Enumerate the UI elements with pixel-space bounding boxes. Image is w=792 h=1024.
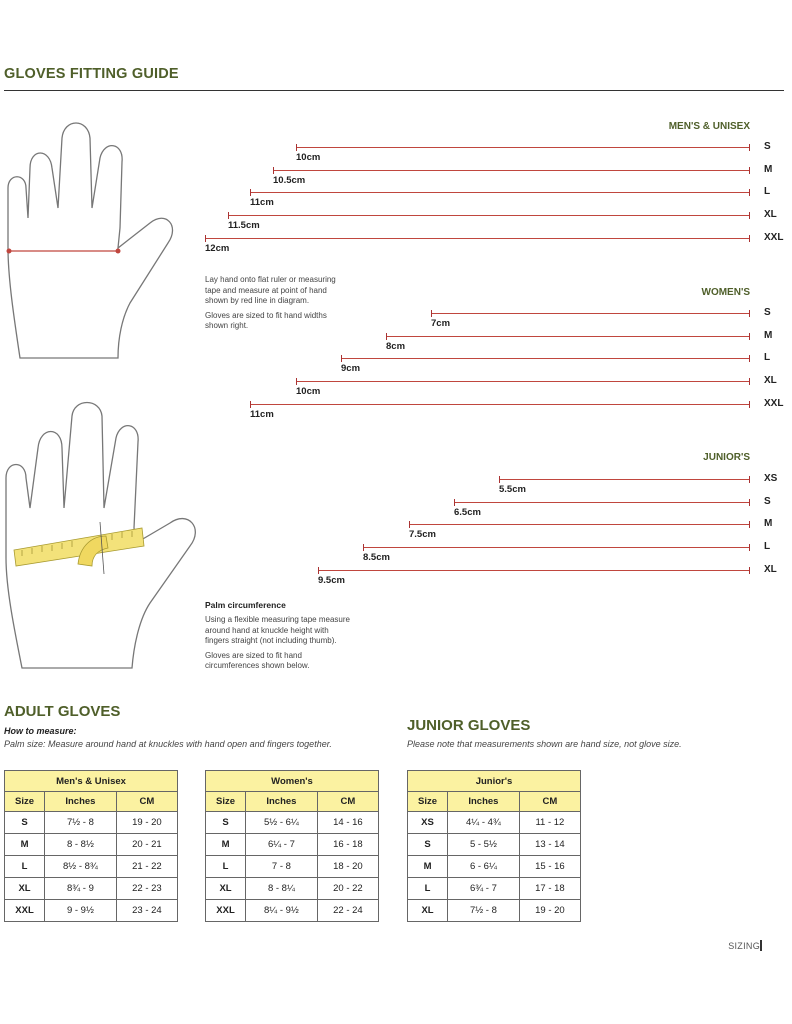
- ruler-line: [363, 547, 749, 548]
- ruler-size-label: XXL: [764, 231, 784, 243]
- inches-cell: 7 - 8: [246, 856, 318, 878]
- ruler-line: [409, 524, 749, 525]
- measure-point-left-icon: [7, 249, 12, 254]
- note-line: circumferences shown below.: [205, 661, 310, 670]
- table-row: [5, 834, 178, 856]
- table-title: Women's: [206, 771, 379, 792]
- title-divider: [4, 90, 784, 91]
- col-size-header: Size: [408, 792, 448, 812]
- col-cm-header: CM: [317, 792, 378, 812]
- cm-cell: 19 - 20: [519, 900, 580, 922]
- size-cell: M: [206, 834, 246, 856]
- ruler-cm-label: 11cm: [250, 197, 274, 209]
- junior-measure-note: Please note that measurements shown are hand size, not glove size.: [407, 739, 682, 749]
- ruler-line: [454, 502, 749, 503]
- hand-circumference-diagram: [0, 398, 210, 678]
- ruler-tick: [296, 378, 297, 385]
- hand-width-note: [205, 275, 375, 332]
- size-cell: S: [408, 834, 448, 856]
- inches-cell: 9 - 9½: [45, 900, 117, 922]
- size-cell: XXL: [5, 900, 45, 922]
- table-row: [408, 878, 581, 900]
- ruler-tick: [749, 144, 750, 151]
- ruler-tick: [341, 355, 342, 362]
- ruler-tick: [749, 189, 750, 196]
- ruler-line: [341, 358, 749, 359]
- ruler-tick: [749, 355, 750, 362]
- ruler-tick: [749, 567, 750, 574]
- table-row: [206, 900, 379, 922]
- ruler-size-label: XXL: [764, 397, 784, 409]
- ruler-tick: [454, 499, 455, 506]
- cm-cell: 22 - 24: [317, 900, 378, 922]
- table-row: [5, 900, 178, 922]
- col-inches-header: Inches: [448, 792, 520, 812]
- note-line: Gloves are sized to fit hand: [205, 650, 302, 660]
- ruler-tick: [749, 521, 750, 528]
- col-inches-header: Inches: [45, 792, 117, 812]
- table-row: [5, 856, 178, 878]
- ruler-tick: [273, 167, 274, 174]
- table-title: Men's & Unisex: [5, 771, 178, 792]
- size-cell: M: [408, 856, 448, 878]
- note-line: Lay hand onto flat ruler or measuring: [205, 275, 336, 284]
- ruler-size-label: XL: [764, 209, 777, 221]
- table-row: [206, 856, 379, 878]
- cm-cell: 18 - 20: [317, 856, 378, 878]
- ruler-cm-label: 5.5cm: [499, 484, 526, 495]
- size-cell: L: [408, 878, 448, 900]
- ruler-tick: [749, 167, 750, 174]
- ruler-cm-label: 8cm: [386, 340, 406, 352]
- ruler-cm-label: 7cm: [431, 318, 451, 329]
- ruler-cm-label: 12cm: [205, 242, 230, 254]
- inches-cell: 7½ - 8: [45, 812, 117, 834]
- cm-cell: 16 - 18: [317, 834, 378, 856]
- note-line: tape and measure at point of hand: [205, 285, 327, 295]
- ruler-cm-label: 7.5cm: [409, 529, 436, 541]
- table-row: [5, 812, 178, 834]
- ruler-cm-label: 11cm: [250, 408, 274, 420]
- inches-cell: 4¼ - 4¾: [448, 812, 520, 834]
- cm-cell: 13 - 14: [519, 834, 580, 856]
- ruler-line: [499, 479, 749, 480]
- ruler-cm-label: 11.5cm: [228, 220, 260, 232]
- size-cell: XL: [5, 878, 45, 900]
- page-title: GLOVES FITTING GUIDE: [4, 66, 179, 82]
- cm-cell: 11 - 12: [519, 812, 580, 834]
- palm-note: [205, 600, 385, 672]
- adult-measure-note: Palm size: Measure around hand at knuckles with hand open and fingers together.: [4, 739, 332, 749]
- ruler-cm-label: 10.5cm: [273, 174, 306, 186]
- table-row: [206, 834, 379, 856]
- ruler-tick: [749, 212, 750, 219]
- col-size-header: Size: [5, 792, 45, 812]
- mens-size-table: [4, 770, 178, 922]
- table-row: [408, 856, 581, 878]
- table-row: [206, 812, 379, 834]
- size-cell: S: [5, 812, 45, 834]
- ruler-size-label: M: [764, 329, 773, 341]
- size-cell: XXL: [206, 900, 246, 922]
- inches-cell: 5½ - 6¼: [246, 812, 318, 834]
- cm-cell: 14 - 16: [317, 812, 378, 834]
- measure-point-right-icon: [116, 249, 121, 254]
- col-cm-header: CM: [116, 792, 177, 812]
- ruler-line: [386, 336, 749, 337]
- ruler-cm-label: 8.5cm: [363, 552, 390, 564]
- cm-cell: 23 - 24: [116, 900, 177, 922]
- ruler-tick: [363, 544, 364, 551]
- ruler-size-label: S: [764, 495, 771, 507]
- ruler-tick: [228, 212, 229, 219]
- ruler-cm-label: 9cm: [341, 363, 361, 375]
- table-row: [408, 812, 581, 834]
- ruler-tick: [749, 333, 750, 340]
- ruler-size-label: S: [764, 307, 771, 318]
- womens-size-table: [205, 770, 379, 922]
- ruler-tick: [749, 476, 750, 483]
- table-title: Junior's: [408, 771, 581, 792]
- ruler-tick: [749, 378, 750, 385]
- col-inches-header: Inches: [246, 792, 318, 812]
- ruler-size-label: M: [764, 163, 773, 175]
- inches-cell: 8½ - 8¾: [45, 856, 117, 878]
- inches-cell: 8¼ - 9½: [246, 900, 318, 922]
- ruler-line: [296, 381, 749, 382]
- inches-cell: 6¼ - 7: [246, 834, 318, 856]
- footer-label: SIZING: [728, 941, 760, 951]
- inches-cell: 6¾ - 7: [448, 878, 520, 900]
- ruler-line: [273, 170, 749, 171]
- footer-bar: [760, 940, 762, 951]
- ruler-line: [296, 147, 749, 148]
- ruler-size-label: S: [764, 141, 771, 152]
- inches-cell: 6 - 6¼: [448, 856, 520, 878]
- ruler-tick: [205, 235, 206, 242]
- ruler-line: [431, 313, 749, 314]
- ruler-tick: [749, 544, 750, 551]
- ruler-tick: [386, 333, 387, 340]
- ruler-tick: [318, 567, 319, 574]
- inches-cell: 8 - 8½: [45, 834, 117, 856]
- ruler-size-label: L: [764, 541, 771, 553]
- table-row: [206, 878, 379, 900]
- cm-cell: 21 - 22: [116, 856, 177, 878]
- ruler-tick: [250, 189, 251, 196]
- ruler-tick: [499, 476, 500, 483]
- note-line: shown right.: [205, 321, 249, 330]
- ruler-size-label: M: [764, 518, 773, 530]
- cm-cell: 19 - 20: [116, 812, 177, 834]
- inches-cell: 8¾ - 9: [45, 878, 117, 900]
- table-row: [408, 900, 581, 922]
- cm-cell: 20 - 21: [116, 834, 177, 856]
- ruler-line: [318, 570, 749, 571]
- ruler-cm-label: 10cm: [296, 152, 321, 163]
- note-line: fingers straight (not including thumb).: [205, 636, 337, 645]
- inches-cell: 8 - 8¼: [246, 878, 318, 900]
- ruler-tick: [749, 499, 750, 506]
- cm-cell: 17 - 18: [519, 878, 580, 900]
- ruler-line: [228, 215, 749, 216]
- ruler-cm-label: 9.5cm: [318, 574, 345, 586]
- note-line: Using a flexible measuring tape measure: [205, 615, 350, 624]
- palm-note-heading: Palm circumference: [205, 600, 286, 610]
- mens-unisex-heading: MEN'S & UNISEX: [668, 121, 750, 132]
- how-to-measure-label: How to measure:: [4, 726, 77, 736]
- ruler-cm-label: 6.5cm: [454, 506, 481, 518]
- ruler-line: [205, 238, 749, 239]
- size-cell: M: [5, 834, 45, 856]
- col-size-header: Size: [206, 792, 246, 812]
- note-line: shown by red line in diagram.: [205, 296, 310, 305]
- col-cm-header: CM: [519, 792, 580, 812]
- inches-cell: 5 - 5½: [448, 834, 520, 856]
- hand-width-diagram: [0, 118, 200, 368]
- ruler-cm-label: 10cm: [296, 386, 321, 398]
- cm-cell: 20 - 22: [317, 878, 378, 900]
- ruler-tick: [749, 401, 750, 408]
- ruler-size-label: XS: [764, 473, 778, 484]
- ruler-line: [250, 404, 749, 405]
- ruler-size-label: L: [764, 352, 771, 364]
- adult-gloves-heading: ADULT GLOVES: [4, 703, 121, 720]
- junior-gloves-heading: JUNIOR GLOVES: [407, 717, 531, 734]
- ruler-tick: [431, 310, 432, 317]
- ruler-tick: [749, 235, 750, 242]
- note-line: around hand at knuckle height with: [205, 625, 329, 635]
- ruler-size-label: XL: [764, 375, 777, 387]
- size-cell: XS: [408, 812, 448, 834]
- size-cell: L: [206, 856, 246, 878]
- table-row: [5, 878, 178, 900]
- juniors-heading: JUNIOR'S: [703, 452, 750, 463]
- cm-cell: 15 - 16: [519, 856, 580, 878]
- ruler-size-label: L: [764, 186, 771, 198]
- ruler-tick: [749, 310, 750, 317]
- ruler-tick: [250, 401, 251, 408]
- note-line: Gloves are sized to fit hand widths: [205, 310, 327, 320]
- ruler-size-label: XL: [764, 563, 777, 575]
- womens-heading: WOMEN'S: [701, 287, 750, 298]
- size-cell: S: [206, 812, 246, 834]
- ruler-tick: [409, 521, 410, 528]
- ruler-tick: [296, 144, 297, 151]
- cm-cell: 22 - 23: [116, 878, 177, 900]
- size-cell: XL: [408, 900, 448, 922]
- table-row: [408, 834, 581, 856]
- ruler-line: [250, 192, 749, 193]
- size-cell: L: [5, 856, 45, 878]
- size-cell: XL: [206, 878, 246, 900]
- juniors-size-table: [407, 770, 581, 922]
- inches-cell: 7½ - 8: [448, 900, 520, 922]
